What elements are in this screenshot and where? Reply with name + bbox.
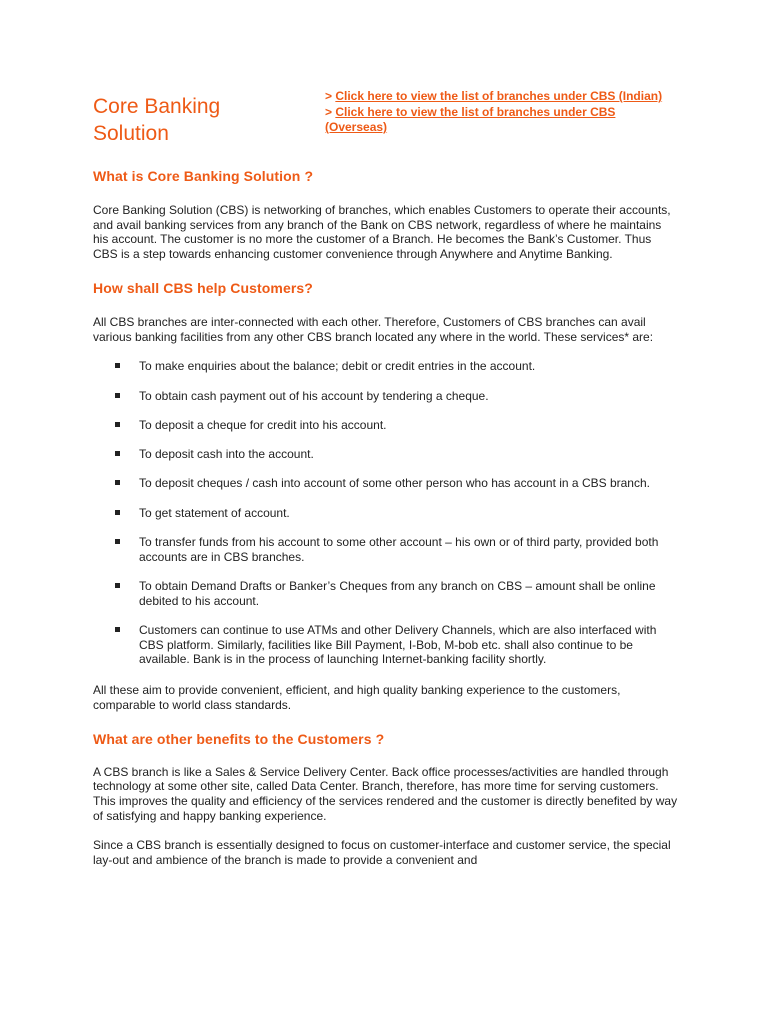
article-body xyxy=(93,166,678,868)
bullet-square-icon xyxy=(115,363,120,368)
list-item xyxy=(93,418,678,433)
cbs-branches-overseas-link[interactable]: Click here to view the list of branches under CBS (Overseas) xyxy=(325,104,616,134)
bullet-square-icon xyxy=(115,422,120,427)
section-paragraph: Core Banking Solution (CBS) is networking of branches, which enables Customers to operate their accounts, and avail banking services from any branch of the Bank on CBS network, regardless of where he maintains his account. The customer is no more the customer of a Branch. He becomes the Bank’s Customer. Thus CBS is a step towards enhancing customer convenience through Anywhere and Anytime Banking. xyxy=(93,203,671,262)
section-heading-what-is-cbs: What is Core Banking Solution ? xyxy=(93,168,314,184)
section-heading-how-cbs-helps: How shall CBS help Customers? xyxy=(93,279,313,296)
bullet-square-icon xyxy=(115,539,120,544)
list-item xyxy=(93,535,678,564)
link-row-overseas xyxy=(325,105,670,136)
bullet-square-icon xyxy=(115,510,120,515)
section-paragraph: All CBS branches are inter-connected with each other. Therefore, Customers of CBS branches can avail various banking facilities from any other CBS branch located any where in the world. These services* are: xyxy=(93,314,654,344)
list-item xyxy=(93,389,678,404)
section-paragraph: All these aim to provide convenient, efficient, and high quality banking experience to the customers, comparable to world class standards. xyxy=(93,683,621,712)
link-prefix: > xyxy=(325,89,336,103)
bullet-square-icon xyxy=(115,451,120,456)
link-row-indian xyxy=(325,89,670,105)
link-prefix: > xyxy=(325,104,336,119)
list-item xyxy=(93,506,678,521)
cbs-branches-indian-link[interactable]: Click here to view the list of branches under CBS (Indian) xyxy=(335,89,663,103)
list-item-text: To obtain cash payment out of his account by tendering a cheque. xyxy=(139,388,489,403)
list-item-text: To deposit cash into the account. xyxy=(139,447,314,462)
list-item xyxy=(93,623,678,667)
bullet-square-icon xyxy=(115,393,120,398)
list-item-text: To obtain Demand Drafts or Banker’s Cheques from any branch on CBS – amount shall be online debited to his account. xyxy=(139,579,656,608)
section-paragraph: Since a CBS branch is essentially designed to focus on customer-interface and customer service, the special lay-out and ambience of the branch is made to provide a convenient and xyxy=(93,838,671,868)
bullet-square-icon xyxy=(115,627,120,632)
bullet-square-icon xyxy=(115,583,120,588)
list-item-text: To deposit a cheque for credit into his account. xyxy=(139,417,387,432)
list-item-text: To transfer funds from his account to some other account – his own or of third party, provided both accounts are in CBS branches. xyxy=(139,535,659,564)
list-item-text: To deposit cheques / cash into account of some other person who has account in a CBS branch. xyxy=(139,476,650,491)
list-item xyxy=(93,447,678,462)
list-item xyxy=(93,476,678,491)
list-item-text: Customers can continue to use ATMs and other Delivery Channels, which are also interfaced with CBS platform. Similarly, facilities like Bill Payment, I-Bob, M-bob etc. shall also continue to be available. Bank is in the process of launching Internet-banking facility shortly. xyxy=(139,623,657,667)
section-paragraph: A CBS branch is like a Sales & Service Delivery Center. Back office processes/activities are handled through technology at some other site, called Data Center. Branch, therefore, has more time for serving customers. This improves the quality and efficiency of the services rendered and the customer is directly benefited by way of satisfying and happy banking experience. xyxy=(93,764,678,823)
list-item-text: To make enquiries about the balance; debit or credit entries in the account. xyxy=(139,359,536,374)
branch-links xyxy=(325,89,670,136)
section-heading-other-benefits: What are other benefits to the Customers ? xyxy=(93,730,385,747)
bullet-square-icon xyxy=(115,480,120,485)
list-item xyxy=(93,579,678,608)
list-item xyxy=(93,359,678,374)
page-title: Core Banking Solution xyxy=(93,95,221,145)
list-item-text: To get statement of account. xyxy=(139,505,290,520)
services-list xyxy=(93,359,678,667)
